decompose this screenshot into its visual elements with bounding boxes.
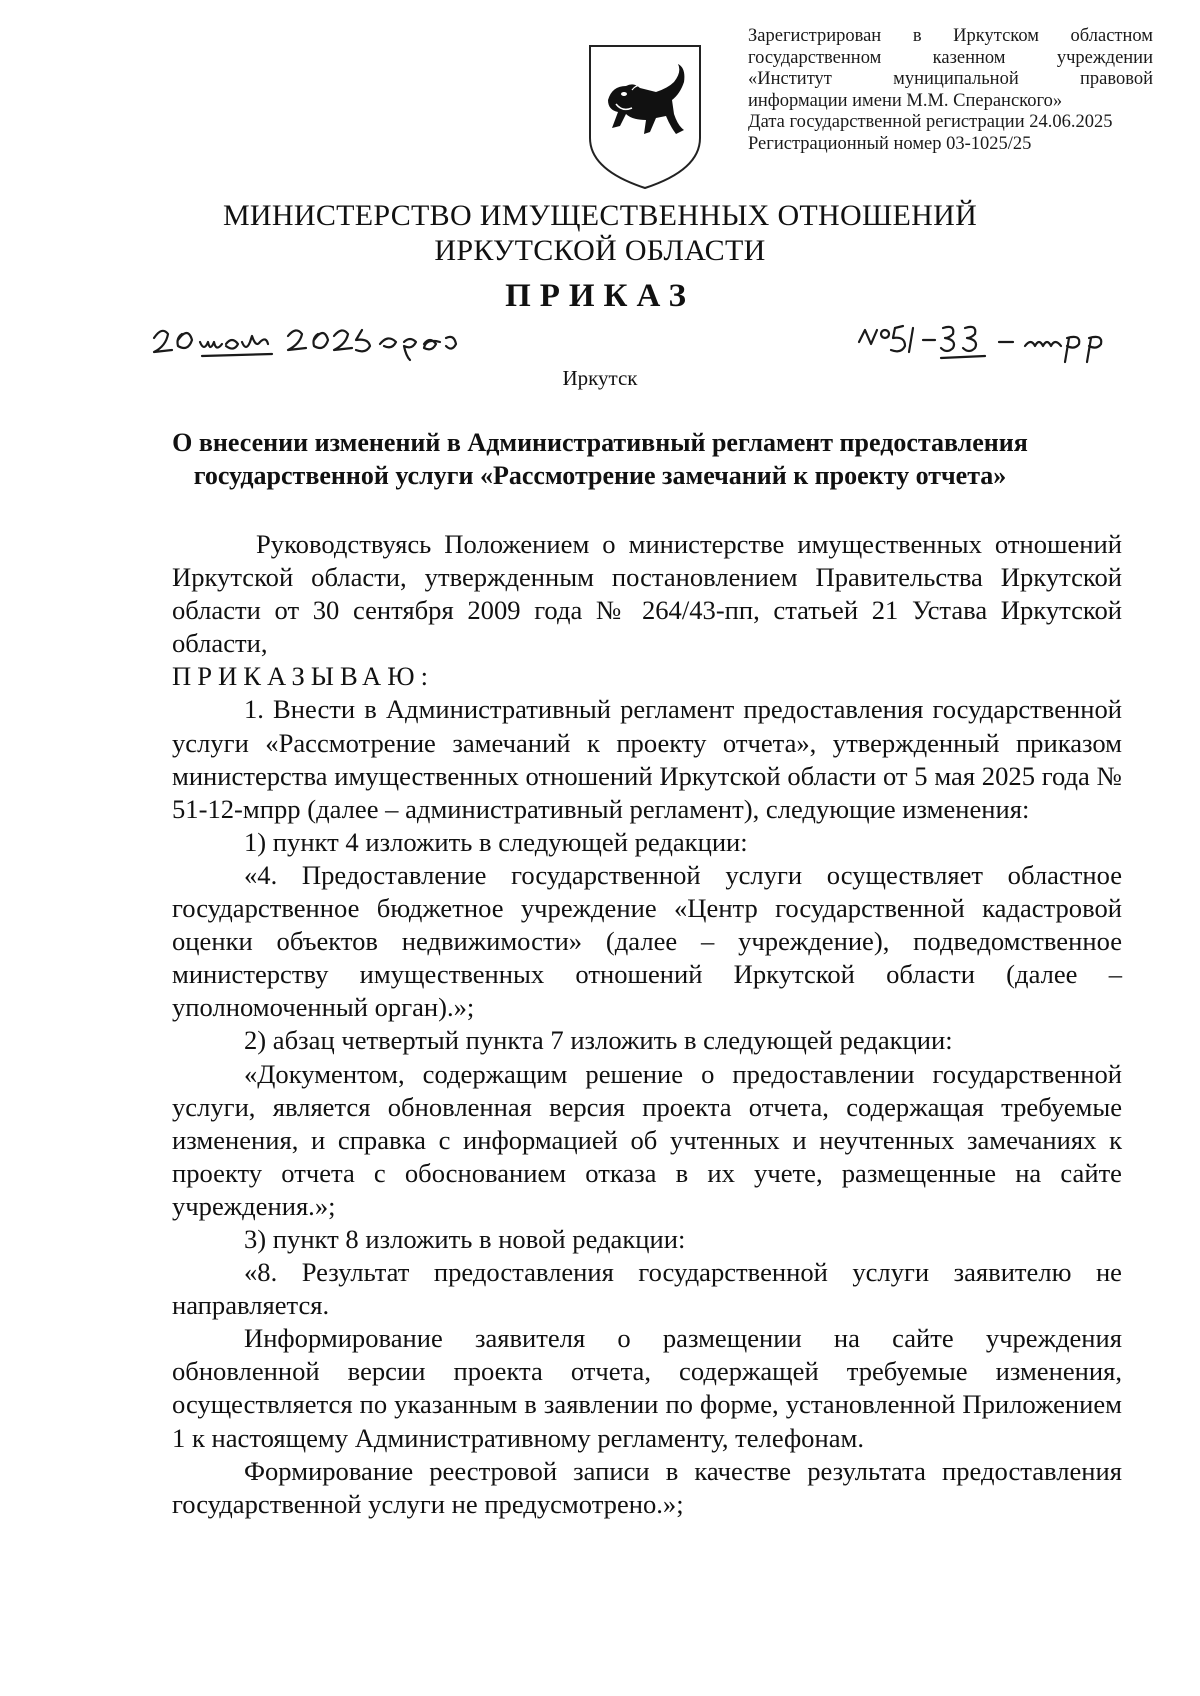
subject-line: государственной услуги «Рассмотрение замечаний к проекту отчета» [193,461,1007,490]
registration-stamp [748,26,1153,156]
registration-line: государственном казенном учреждении [748,47,1153,68]
ministry-name-line: ИРКУТСКОЙ ОБЛАСТИ [434,234,766,267]
subitem-3-heading: 3) пункт 8 изложить в новой редакции: [244,1223,686,1254]
item-1-paragraph [172,693,1122,825]
ministry-name-line: МИНИСТЕРСТВО ИМУЩЕСТВЕННЫХ ОТНОШЕНИЙ [222,199,978,232]
registration-line: информации имени М.М. Сперанского» [748,90,1063,111]
subject-line: О внесении изменений в Административный регламент предоставления [172,428,1028,457]
order-body [172,528,1122,1521]
subitem-2-heading: 2) абзац четвертый пункта 7 изложить в следующей редакции: [244,1025,953,1056]
city-name: Иркутск [562,366,638,390]
subitem-1-heading: 1) пункт 4 изложить в следующей редакции: [244,826,748,857]
handwritten-order-number [855,316,1145,372]
registration-line: Зарегистрирован в Иркутском областном [748,26,1153,46]
coat-of-arms-emblem [586,42,704,192]
registration-line: «Институт муниципальной правовой [748,69,1153,90]
item-1-act-number: 51-12-мпрр [172,793,301,824]
order-word-text: ПРИКАЗЫВАЮ: [172,661,434,692]
order-title: ПРИКАЗ [505,278,695,314]
order-subject [140,426,1060,492]
registry-paragraph: Формирование реестровой записи в качестве результата предоставления государственной услуги не предусмотрено.»; [172,1455,1122,1519]
order-word [172,660,1122,693]
inform-paragraph: Информирование заявителя о размещении на сайте учреждения обновленной версии проекта отчета, содержащей требуемые изменения, осуществляется по указанным в заявлении по форме, установленной Приложением 1 к настоящему Административному регламенту, телефонам. [172,1323,1122,1453]
ministry-name [0,198,1200,268]
item-1-text: 1. Внести в Административный регламент предоставления государственной услуги «Рассмотрение замечаний к проекту отчета», утвержденный приказом министерства имущественных отношений Иркутской области от 5 мая 2025 года № [172,694,1122,791]
registration-number: Регистрационный номер 03-1025/25 [748,133,1032,154]
registration-date: Дата государственной регистрации 24.06.2025 [748,112,1113,133]
handwritten-date [148,318,478,368]
preamble-paragraph: Руководствуясь Положением о министерстве имущественных отношений Иркутской области, утвержденным постановлением Правительства Иркутской области от 30 сентября 2009 года № 264/43-пп, статьей 21 Устава Иркутской области, [172,529,1122,659]
subitem-1-text: «4. Предоставление государственной услуги осуществляет областное государственное бюджетное учреждение «Центр государственной кадастровой оценки объектов недвижимости» (далее – учреждение), подведомственное министерству имущественных отношений Иркутской области (далее – уполномоченный орган).»; [172,859,1122,1023]
item-1-text-end: (далее – административный регламент), следующие изменения: [307,793,1030,824]
subitem-3-text: «8. Результат предоставления государственной услуги заявителю не направляется. [172,1257,1122,1321]
subitem-2-text: «Документом, содержащим решение о предоставлении государственной услуги, является обновленная версия проекта отчета, содержащая требуемые изменения, и справка с информацией об учтенных и неучтенных замечаниях к проекту отчета с обоснованием отказа в их учете, размещенные на сайте учреждения.»; [172,1058,1122,1221]
